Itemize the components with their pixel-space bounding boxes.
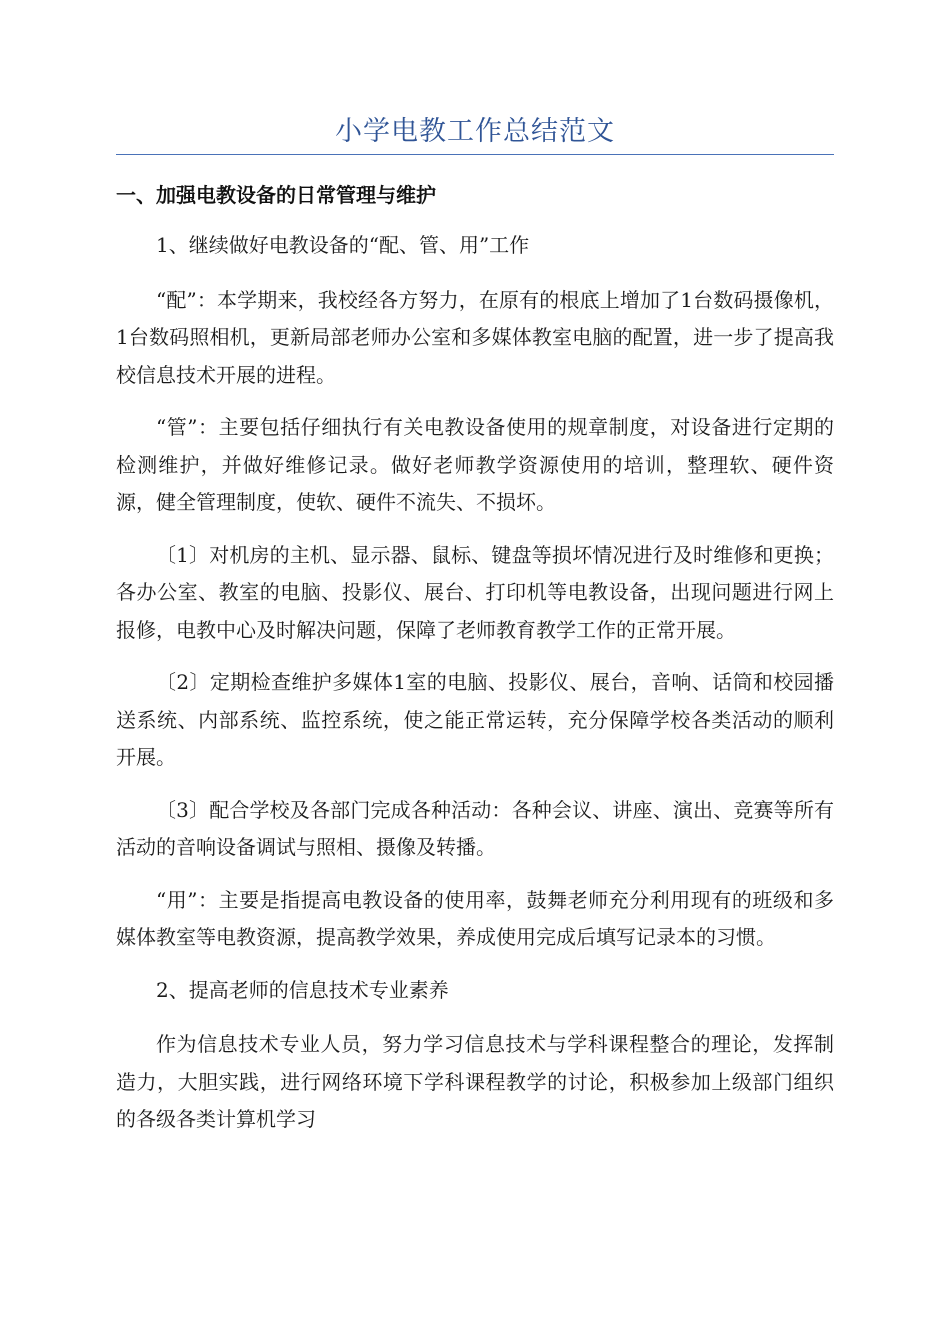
document-title: 小学电教工作总结范文 bbox=[335, 116, 615, 147]
subheading-2: 2、提高老师的信息技术专业素养 bbox=[156, 977, 449, 1002]
paragraph-guan: “管”：主要包括仔细执行有关电教设备使用的规章制度，对设备进行定期的检测维护，并做好维修记录。做好老师教学资源使用的培训，整理软、硬件资源，健全管理制度，使软、硬件不流失、不损坏。 bbox=[116, 415, 834, 514]
document-body bbox=[116, 176, 834, 1154]
paragraph-yong: “用”：主要是指提高电教设备的使用率，鼓舞老师充分利用现有的班级和多媒体教室等电教资源，提高教学效果，养成使用完成后填写记录本的习惯。 bbox=[116, 887, 834, 949]
title-underline bbox=[116, 154, 834, 155]
paragraph-last: 作为信息技术专业人员，努力学习信息技术与学科课程整合的理论，发挥制造力，大胆实践，进行网络环境下学科课程教学的讨论，积极参加上级部门组织的各级各类计算机学习 bbox=[116, 1032, 834, 1131]
paragraph-item-1: 〔1〕对机房的主机、显示器、鼠标、键盘等损坏情况进行及时维修和更换；各办公室、教室的电脑、投影仪、展台、打印机等电教设备，出现问题进行网上报修，电教中心及时解决问题，保障了老师教育教学工作的正常开展。 bbox=[116, 542, 834, 642]
paragraph-pei: “配”：本学期来，我校经各方努力，在原有的根底上增加了1台数码摄像机，1台数码照相机，更新局部老师办公室和多媒体教室电脑的配置，进一步了提高我校信息技术开展的进程。 bbox=[116, 287, 834, 387]
paragraph-item-3: 〔3〕配合学校及各部门完成各种活动：各种会议、讲座、演出、竞赛等所有活动的音响设备调试与照相、摄像及转播。 bbox=[116, 797, 834, 859]
section-heading: 一、加强电教设备的日常管理与维护 bbox=[116, 183, 436, 207]
subheading-1: 1、继续做好电教设备的“配、管、用”工作 bbox=[156, 233, 530, 257]
paragraph-item-2: 〔2〕定期检查维护多媒体1室的电脑、投影仪、展台，音响、话筒和校园播送系统、内部系统、监控系统，使之能正常运转，充分保障学校各类活动的顺利开展。 bbox=[116, 670, 834, 769]
